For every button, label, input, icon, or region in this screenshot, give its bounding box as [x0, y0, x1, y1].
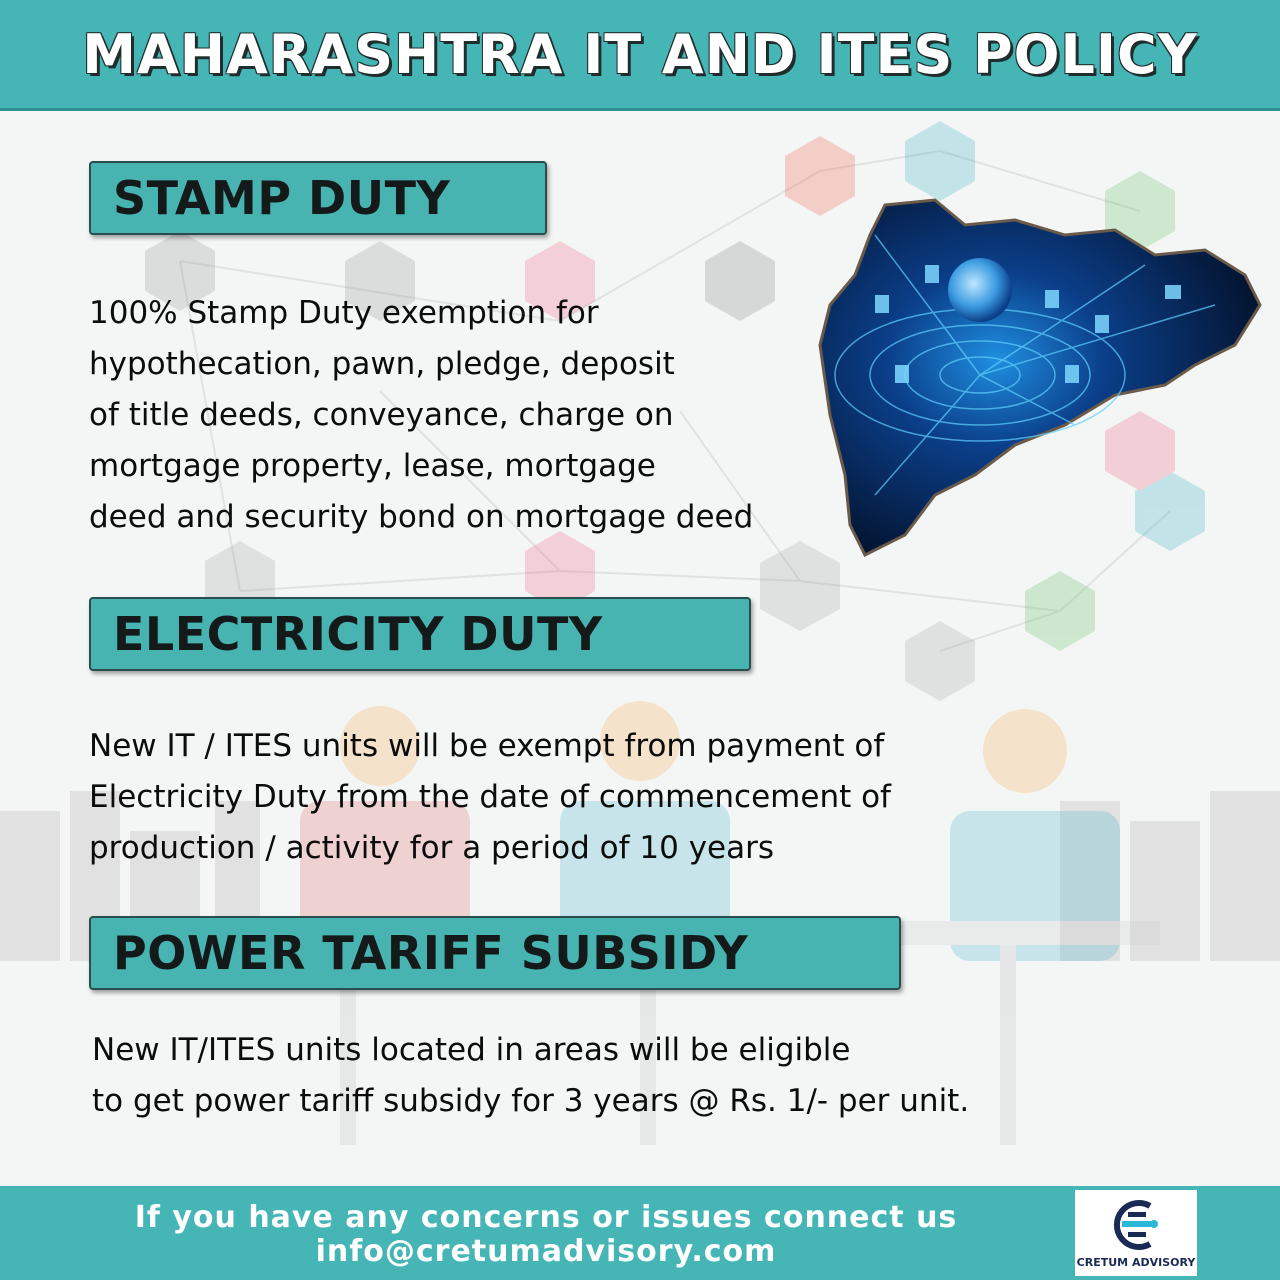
- text-line: New IT / ITES units will be exempt from payment of: [89, 728, 885, 764]
- text-line: Electricity Duty from the date of commencement of: [89, 779, 891, 815]
- electricity-duty-description: [89, 721, 891, 874]
- page-title: MAHARASHTRA IT AND ITES POLICY: [82, 22, 1198, 86]
- footer-contact-message: If you have any concerns or issues connect us: [134, 1200, 958, 1235]
- footer-email[interactable]: info@cretumadvisory.com: [315, 1234, 777, 1269]
- power-tariff-subsidy-heading-text: POWER TARIFF SUBSIDY: [113, 926, 749, 980]
- text-line: to get power tariff subsidy for 3 years @ Rs. 1/- per unit.: [92, 1083, 970, 1119]
- text-line: hypothecation, pawn, pledge, deposit: [89, 346, 675, 382]
- cretum-advisory-logo: [1075, 1190, 1197, 1276]
- stamp-duty-description: [89, 288, 753, 543]
- stamp-duty-heading-text: STAMP DUTY: [113, 171, 451, 225]
- logo-wordmark: CRETUM ADVISORY: [1076, 1256, 1196, 1269]
- stamp-duty-heading: [89, 161, 547, 235]
- text-line: of title deeds, conveyance, charge on: [89, 397, 674, 433]
- electricity-duty-heading-text: ELECTRICITY DUTY: [113, 607, 603, 661]
- electricity-duty-heading: [89, 597, 751, 671]
- text-line: deed and security bond on mortgage deed: [89, 499, 754, 535]
- text-line: New IT/ITES units located in areas will be eligible: [92, 1032, 851, 1068]
- cretum-logo-icon: [1106, 1196, 1166, 1254]
- power-tariff-subsidy-description: [92, 1025, 969, 1127]
- power-tariff-subsidy-heading: [89, 916, 901, 990]
- text-line: 100% Stamp Duty exemption for: [89, 295, 599, 331]
- header-banner: [0, 0, 1280, 111]
- maharashtra-map-graphic: [815, 195, 1265, 560]
- text-line: production / activity for a period of 10 years: [89, 830, 775, 866]
- text-line: mortgage property, lease, mortgage: [89, 448, 656, 484]
